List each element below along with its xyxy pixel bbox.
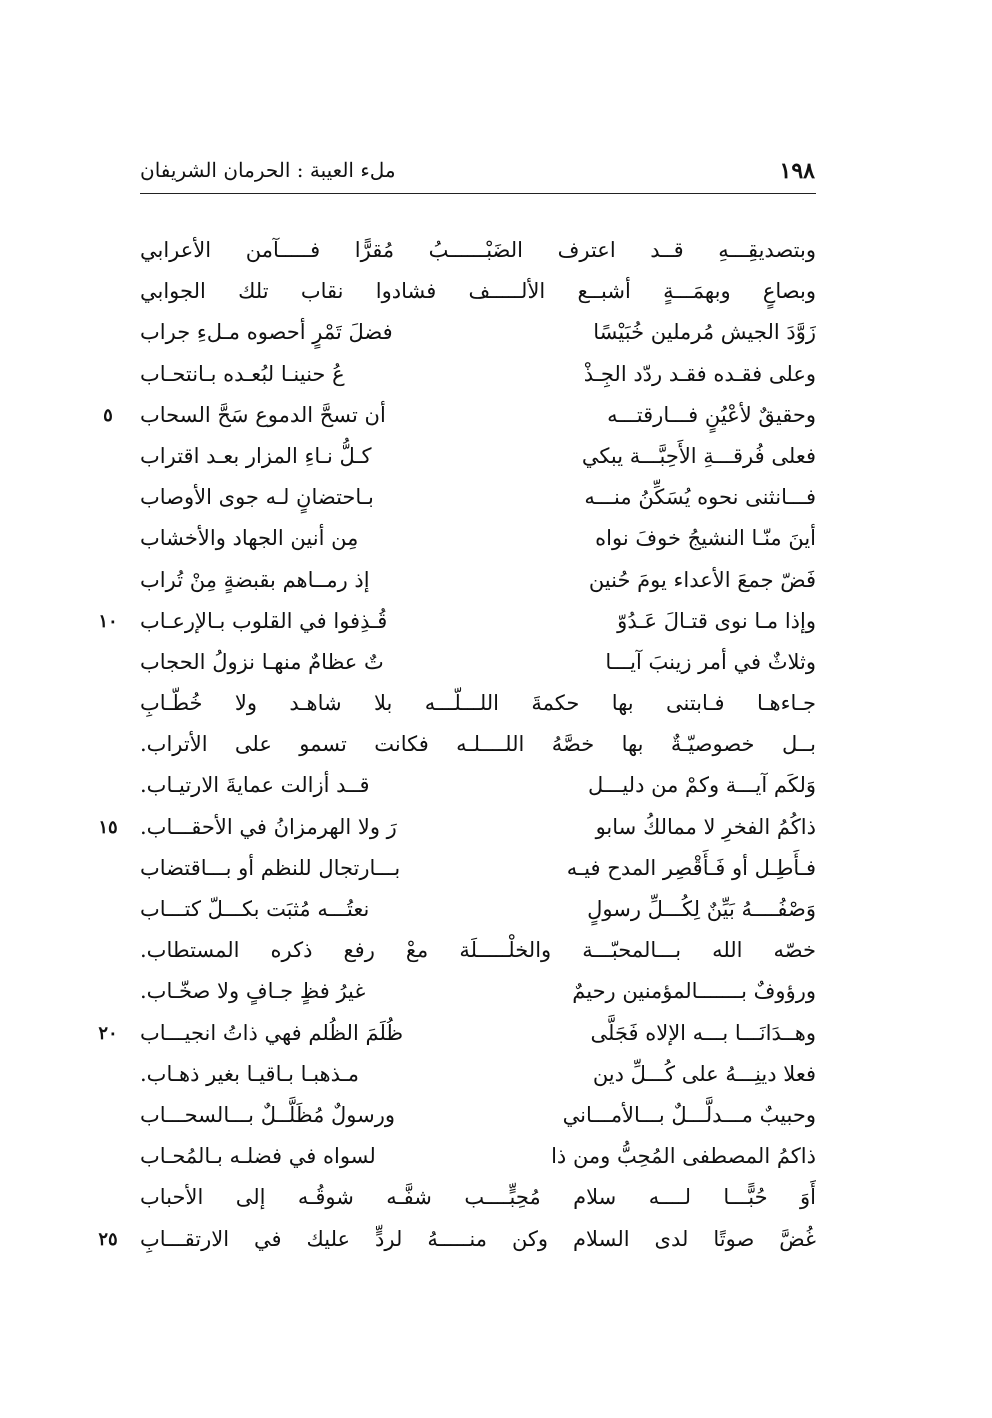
second-hemistich: غيرُ فظٍ جـافٍ ولا صخّـاب. xyxy=(140,979,366,1004)
second-hemistich: ورسولٌ مُظَلَّــلٌ بـــالسحـــاب xyxy=(140,1102,395,1127)
first-hemistich: فـأَطِـل أو فَـأَقْصِر المدح فيـه xyxy=(566,855,816,880)
second-hemistich: أن تسحَّ الدموع سَحَّ السحاب xyxy=(140,402,386,427)
second-hemistich: مِن أنين الجهاد والأخشاب xyxy=(140,526,359,551)
verse-text: أَوَ حُبًّـــا لــــه سلام مُحِبٍّــــب شفَّـه شوقُـه إلى الأحباب xyxy=(140,1185,816,1210)
verse-text: وبصاعٍ وبهمَـــةٍ أشبــع الألـــــف فشادوا نقاب تلك الجوابي xyxy=(140,279,816,304)
first-hemistich: فَضّ جمعَ الأعداء يومَ حُنين xyxy=(588,567,816,592)
verse-text: بــل خصوصيّـةٌ بها خصَّهُ اللــــلـه فكانت تسمو على الأتراب. xyxy=(140,732,816,757)
verse-text: جـاءهـا فـابتنى بها حكمةَ اللـــلّـــه بلا شاهـد ولا خُطّـابِ xyxy=(140,691,816,716)
second-hemistich: بـــارتجال للنظم أو بـــاقتضاب xyxy=(140,855,401,880)
verse-line xyxy=(140,683,816,724)
line-number: ٢٠ xyxy=(98,1022,118,1044)
first-hemistich: وعلى فقـده فقـد ردّد الجِـذْ xyxy=(583,361,816,386)
first-hemistich: وهــدَانَـــا بـــه الإلاه فَجَلَّى xyxy=(590,1020,816,1045)
first-hemistich: وثلاثٌ في أمر زينبَ آيـــا xyxy=(605,649,816,674)
second-hemistich: نعتُـــه مُثبَت بكـــلّ كتـــاب xyxy=(140,897,370,921)
verse-line xyxy=(98,1013,816,1054)
verse-line xyxy=(98,1219,816,1260)
verse-line xyxy=(140,724,816,765)
first-hemistich: وحبيبٌ مـــدلَّـــلٌ بـــالأمـــاني xyxy=(562,1102,816,1127)
first-hemistich: فـــانثنى نحوه يُسَكِّنُ منـــه xyxy=(584,485,816,510)
second-hemistich: لسواه في فضلـه بـالمُحـاب xyxy=(140,1144,376,1169)
poem xyxy=(98,230,816,1260)
verse-line xyxy=(98,807,816,848)
first-hemistich: أينَ منّـا النشيجُ خوفَ نواه xyxy=(595,526,816,551)
first-hemistich: ذاكُمُ الفخرِ لا ممالكُ سابو xyxy=(595,814,816,839)
verse-line xyxy=(140,477,816,518)
header-rule xyxy=(140,193,816,194)
second-hemistich: ظُلَمَ الظُلم فهي ذاتُ انجيـــاب xyxy=(140,1020,404,1045)
verse-line xyxy=(140,312,816,353)
verse-text: غُضَّ صوتًا لدى السلام وكن منـــــهُ لردٍّ عليك في الارتقـــابِ xyxy=(140,1226,816,1251)
verse-line xyxy=(140,1136,816,1177)
verse-line xyxy=(140,642,816,683)
page-header xyxy=(140,150,815,194)
running-title: ملء العيبة : الحرمان الشريفان xyxy=(140,158,396,182)
line-number: ٢٥ xyxy=(98,1228,118,1250)
verse-text: خصّه الله بـــالمحبّـــة والخلْـــــلَة معْ رفع ذكره المستطاب. xyxy=(140,938,816,963)
first-hemistich: وإذا مـا نوى قتـالَ عَـدُوّ xyxy=(617,608,816,633)
verse-line xyxy=(140,765,816,806)
second-hemistich: كـلُّ نـاءِ المزار بعـد اقتراب xyxy=(140,443,372,468)
verse-line xyxy=(140,354,816,395)
first-hemistich: فعلا دينِـــهُ على كُـــلِّ دين xyxy=(592,1061,816,1086)
verse-line xyxy=(140,971,816,1012)
verse-line xyxy=(98,601,816,642)
line-number: ١٥ xyxy=(98,816,118,838)
verse-line xyxy=(140,436,816,477)
verse-line xyxy=(140,1177,816,1218)
verse-text: وبتصديقِـــهِ قــد اعترف الضَبْــــــبُ مُقرًّا فـــــآمن الأعرابي xyxy=(140,238,816,262)
verse-line xyxy=(103,395,816,436)
first-hemistich: وحقيقٌ لأعْيُنٍ فـــارقتـــه xyxy=(607,402,816,427)
verse-line xyxy=(140,1054,816,1095)
verse-line xyxy=(140,889,816,930)
verse-line xyxy=(140,848,816,889)
second-hemistich: مـذهبـا بـاقيـا بغير ذهـاب. xyxy=(140,1061,360,1086)
first-hemistich: وَصْفُــــهُ بَيِّنٌ لِكُـــلِّ رسولٍ xyxy=(587,897,816,921)
verse-line xyxy=(140,930,816,971)
second-hemistich: بـاحتضانٍ لـه جوى الأوصاب xyxy=(140,485,374,510)
first-hemistich: فعلى فُرقـــةِ الأَحِبَّـــة يبكي xyxy=(581,443,816,468)
first-hemistich: ذاكمُ المصطفى المُحِبُّ ومن ذا xyxy=(551,1144,816,1169)
second-hemistich: قُـذِفوا في القلوب بـالإرعـاب xyxy=(140,608,388,633)
first-hemistich: ورؤوفٌ بـــــــالمؤمنين رحيمٌ xyxy=(572,979,816,1004)
verse-line xyxy=(140,560,816,601)
second-hemistich: قــد أزالت عمايةَ الارتيـاب. xyxy=(140,773,370,798)
line-number: ٥ xyxy=(103,404,113,426)
first-hemistich: زَوَّدَ الجيش مُرملين خُبَيْسًا xyxy=(593,320,816,345)
second-hemistich: تٌ عظامٌ منهـا نزولُ الحجاب xyxy=(140,649,384,674)
verse-line xyxy=(140,271,816,312)
second-hemistich: فضلَ تَمْرٍ أحصوه مـلءِ جراب xyxy=(140,320,393,345)
verse-line xyxy=(140,1095,816,1136)
page-number: ١٩٨ xyxy=(779,158,815,184)
first-hemistich: وَلكَم آيـــة وكمْ من دليـــل xyxy=(587,773,816,798)
verse-line xyxy=(140,230,816,271)
verse-line xyxy=(140,518,816,559)
second-hemistich: إذ رمــاهم بقبضةٍ مِنْ تُراب xyxy=(140,567,370,592)
line-number: ١٠ xyxy=(98,610,118,632)
second-hemistich: عُ حنينـا لبُعـده بـانتحـاب xyxy=(140,361,345,386)
second-hemistich: رَ ولا الهرمزانُ في الأحقـــاب. xyxy=(140,814,397,839)
